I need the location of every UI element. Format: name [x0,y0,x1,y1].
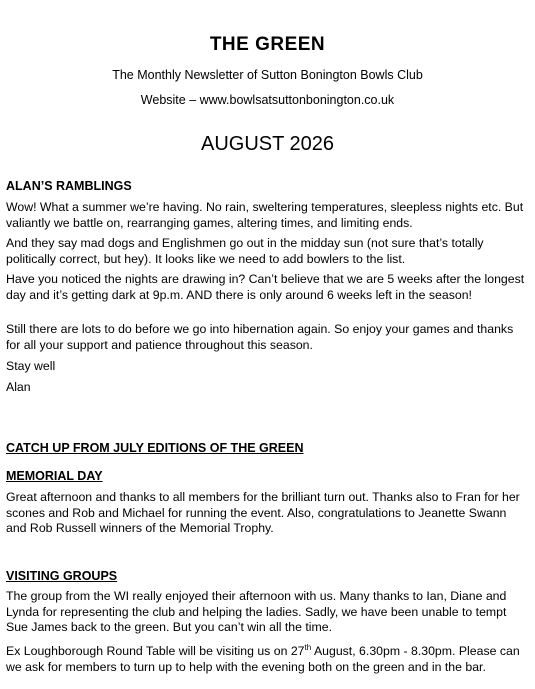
ramblings-signoff: Stay well [6,359,56,373]
ramblings-paragraph-3: Have you noticed the nights are drawing in? Can’t believe that we are 5 weeks after the longest day and it’s getting dark at 9p.m. AND there is only around 6 weeks left in the season! [6,272,525,302]
ramblings-paragraph-4: Still there are lots to do before we go into hibernation again. So enjoy your games and thanks for all your support and patience throughout this season. [6,322,514,352]
catchup-heading: CATCH UP FROM JULY EDITIONS OF THE GREEN [6,441,304,455]
visiting-paragraph-2 [6,640,529,675]
memorial-heading: MEMORIAL DAY [6,469,103,483]
issue-date: AUGUST 2026 [200,133,335,155]
ramblings-author: Alan [6,380,31,394]
visiting-paragraph-2-end: August, 6.30pm - 8.30pm. Please can we ask for members to turn up to help with the evening both on the green and in the bar. [6,644,520,674]
ramblings-paragraph-2: And they say mad dogs and Englishmen go out in the midday sun (not sure that’s totally politically correct, but hey). It looks like we need to add bowlers to the list. [6,236,484,266]
visiting-heading: VISITING GROUPS [6,569,118,583]
visiting-paragraph-2-start: Ex Loughborough Round Table will be visiting us on 27 [6,644,305,659]
date-ordinal-suffix: th [304,643,312,652]
newsletter-title: THE GREEN [209,34,326,55]
memorial-paragraph: Great afternoon and thanks to all members for the brilliant turn out. Thanks also to Fran for her scones and Rob and Michael for running the event. Also, congratulations to Jeanette Swann and Rob Russell winners of the Memorial Trophy. [6,490,520,536]
newsletter-subtitle: The Monthly Newsletter of Sutton Bonington Bowls Club [112,68,423,82]
website-line: Website – www.bowlsatsuttonbonington.co.uk [140,93,395,107]
ramblings-paragraph-1: Wow! What a summer we’re having. No rain, sweltering temperatures, sleepless nights etc. But valiantly we battle on, rearranging games, altering times, and limiting ends. [6,200,524,230]
ramblings-heading: ALAN’S RAMBLINGS [6,179,132,193]
visiting-paragraph-1: The group from the WI really enjoyed their afternoon with us. Many thanks to Ian, Diane and Lynda for representing the club and helping the ladies. Sadly, we have been unable to tempt Sue James back to the green. But you can’t win all the time. [6,589,507,635]
